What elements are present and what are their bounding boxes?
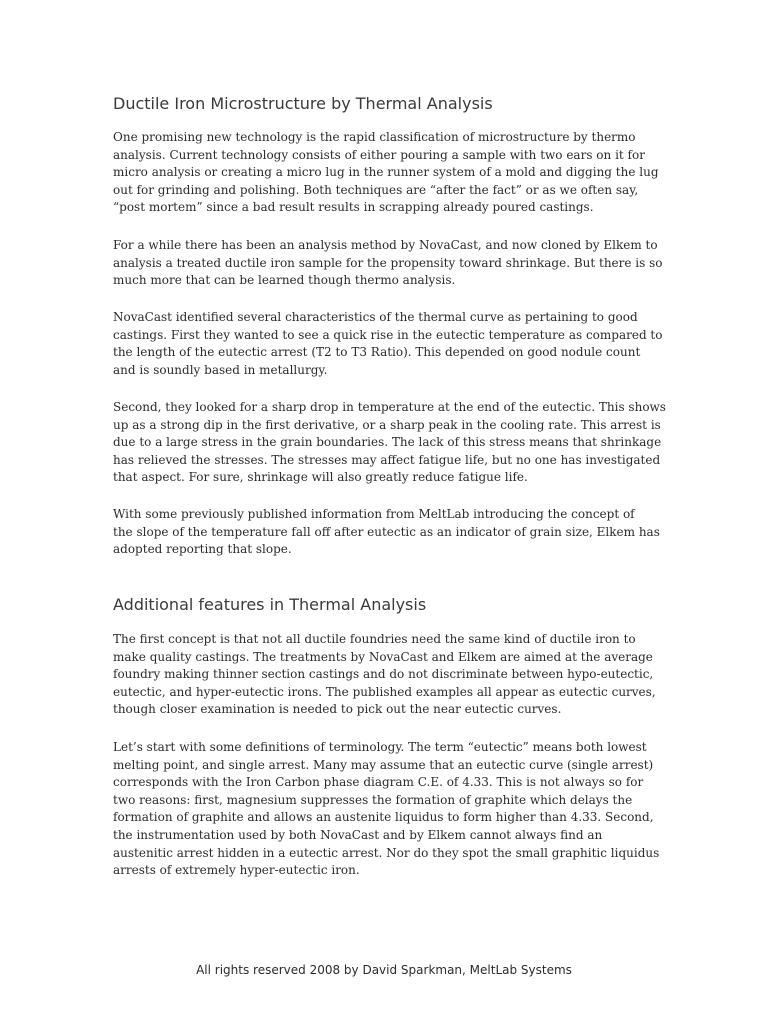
text-line: austenitic arrest hidden in a eutectic arrest. Nor do they spot the small graphitic liquidus (113, 845, 660, 860)
text-line: castings. First they wanted to see a quick rise in the eutectic temperature as compared to (113, 327, 663, 342)
paragraph-3 (113, 309, 673, 379)
text-line: due to a large stress in the grain boundaries. The lack of this stress means that shrinkage (113, 435, 662, 450)
text-line: eutectic, and hyper-eutectic irons. The published examples all appear as eutectic curves, (113, 684, 656, 699)
text-line: With some previously published information from MeltLab introducing the concept of (113, 507, 635, 521)
paragraph-1 (113, 129, 673, 217)
text-line: analysis a treated ductile iron sample for the propensity toward shrinkage. But there is so (113, 255, 663, 270)
page-footer: All rights reserved 2008 by David Sparkman, MeltLab Systems (196, 963, 572, 977)
text-line: Second, they looked for a sharp drop in temperature at the end of the eutectic. This shows (113, 400, 666, 414)
text-line: The first concept is that not all ductile foundries need the same kind of ductile iron to (113, 632, 636, 646)
text-line: the slope of the temperature fall off after eutectic as an indicator of grain size, Elkem has (113, 524, 660, 539)
text-line: up as a strong dip in the first derivative, or a sharp peak in the cooling rate. This arrest is (113, 417, 661, 432)
text-line: adopted reporting that slope. (113, 542, 292, 557)
text-line: though closer examination is needed to pick out the near eutectic curves. (113, 702, 562, 717)
text-line: “post mortem” since a bad result results in scrapping already poured castings. (113, 200, 594, 215)
paragraph-5 (113, 506, 673, 559)
paragraph-7 (113, 739, 673, 880)
paragraph-4 (113, 399, 673, 487)
text-line: arrests of extremely hyper-eutectic iron. (113, 863, 360, 878)
text-line: micro analysis or creating a micro lug in the runner system of a mold and digging the lug (113, 165, 659, 180)
text-line: two reasons: first, magnesium suppresses the formation of graphite which delays the (113, 792, 633, 807)
paragraph-6 (113, 631, 673, 719)
paragraph-2 (113, 237, 673, 290)
text-line: foundry making thinner section castings and do not discriminate between hypo-eutectic, (113, 667, 654, 682)
text-line: analysis. Current technology consists of either pouring a sample with two ears on it for (113, 147, 645, 162)
section-heading-1: Ductile Iron Microstructure by Thermal Analysis (113, 94, 493, 113)
text-line: much more that can be learned though thermo analysis. (113, 273, 456, 288)
text-line: make quality castings. The treatments by NovaCast and Elkem are aimed at the average (113, 649, 653, 664)
text-line: the instrumentation used by both NovaCast and by Elkem cannot always find an (113, 827, 603, 842)
text-line: that aspect. For sure, shrinkage will also greatly reduce fatigue life. (113, 470, 528, 485)
text-line: melting point, and single arrest. Many may assume that an eutectic curve (single arrest) (113, 757, 654, 772)
text-line: For a while there has been an analysis method by NovaCast, and now cloned by Elkem to (113, 238, 658, 252)
text-line: One promising new technology is the rapid classification of microstructure by thermo (113, 130, 636, 144)
text-line: corresponds with the Iron Carbon phase diagram C.E. of 4.33. This is not always so for (113, 775, 644, 790)
text-line: the length of the eutectic arrest (T2 to T3 Ratio). This depended on good nodule count (113, 345, 641, 360)
text-line: Let’s start with some definitions of terminology. The term “eutectic” means both lowest (113, 740, 647, 754)
section-heading-2: Additional features in Thermal Analysis (113, 595, 427, 614)
text-line: has relieved the stresses. The stresses may affect fatigue life, but no one has investigated (113, 452, 661, 467)
text-line: NovaCast identified several characteristics of the thermal curve as pertaining to good (113, 310, 638, 324)
text-line: and is soundly based in metallurgy. (113, 362, 328, 377)
text-line: formation of graphite and allows an austenite liquidus to form higher than 4.33. Second, (113, 810, 654, 825)
text-line: out for grinding and polishing. Both techniques are “after the fact” or as we often say, (113, 182, 639, 197)
